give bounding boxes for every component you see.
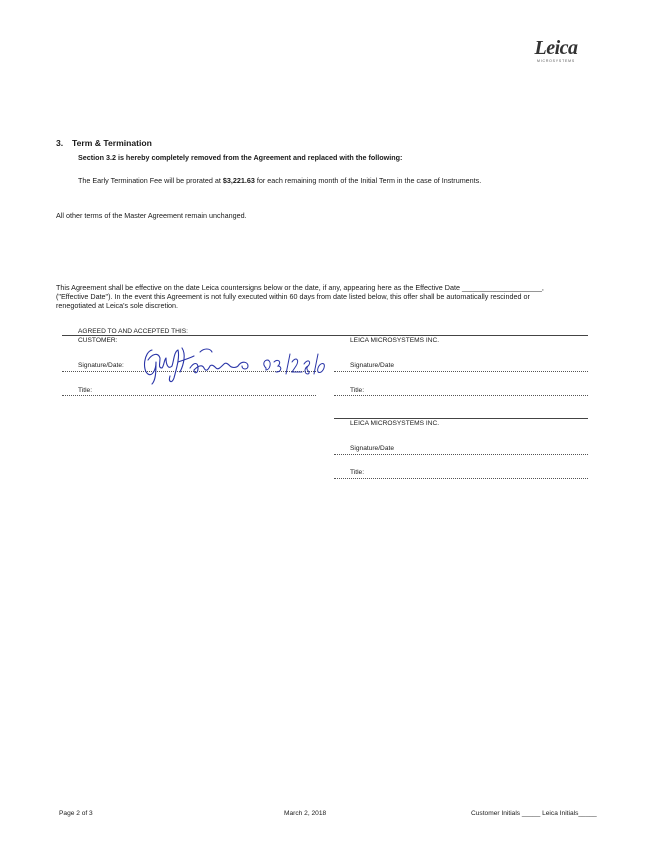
section-title: Term & Termination <box>72 138 152 148</box>
leica-1-signature-line <box>334 371 588 372</box>
handwritten-signature <box>138 340 328 388</box>
termination-fee-paragraph <box>78 176 481 185</box>
footer-initials: Customer Initials _____ Leica Initials_____ <box>471 810 597 817</box>
effective-line-3: renegotiated at Leica's sole discretion. <box>56 301 179 310</box>
leica-2-title-line <box>334 478 588 479</box>
signature-block-top-rule <box>62 335 588 336</box>
leica-2-signature-label: Signature/Date <box>350 445 394 452</box>
customer-signature-label: Signature/Date: <box>78 362 124 369</box>
leica-label-2: LEICA MICROSYSTEMS INC. <box>350 420 440 427</box>
effective-line-2: ("Effective Date"). In the event this Agreement is not fully executed within 60 days from date listed below, this offer shall be automatically rescinded or <box>56 292 530 301</box>
customer-label: CUSTOMER: <box>78 337 118 344</box>
logo-wordmark: Leica <box>534 37 578 59</box>
footer-page-number: Page 2 of 3 <box>59 810 93 817</box>
leica-2-signature-line <box>334 454 588 455</box>
leica-1-signature-label: Signature/Date <box>350 362 394 369</box>
logo-subtitle: MICROSYSTEMS <box>537 59 575 63</box>
leica-label-1: LEICA MICROSYSTEMS INC. <box>350 337 440 344</box>
leica-2-title-label: Title: <box>350 469 365 476</box>
fee-amount: $3,221.63 <box>222 176 255 185</box>
leica-logo <box>528 38 584 63</box>
leica-1-title-line <box>334 395 588 396</box>
other-terms-paragraph: All other terms of the Master Agreement remain unchanged. <box>56 211 247 220</box>
section-number: 3. <box>56 138 64 148</box>
customer-title-line <box>62 395 316 396</box>
customer-title-label: Title: <box>78 387 93 394</box>
agreed-heading: AGREED TO AND ACCEPTED THIS: <box>78 328 188 335</box>
fee-suffix: for each remaining month of the Initial Term in the case of Instruments. <box>254 176 482 185</box>
leica-2-top-rule <box>334 418 588 419</box>
footer-date: March 2, 2018 <box>284 810 327 817</box>
effective-line-1: This Agreement shall be effective on the date Leica countersigns below or the date, if any, appearing here as the Effective Date ____________________, <box>56 283 544 292</box>
effective-date-paragraph <box>56 283 621 310</box>
leica-1-title-label: Title: <box>350 387 365 394</box>
section-subtitle: Section 3.2 is hereby completely removed from the Agreement and replaced with the following: <box>78 153 403 162</box>
fee-prefix: The Early Termination Fee will be prorated at <box>78 176 223 185</box>
